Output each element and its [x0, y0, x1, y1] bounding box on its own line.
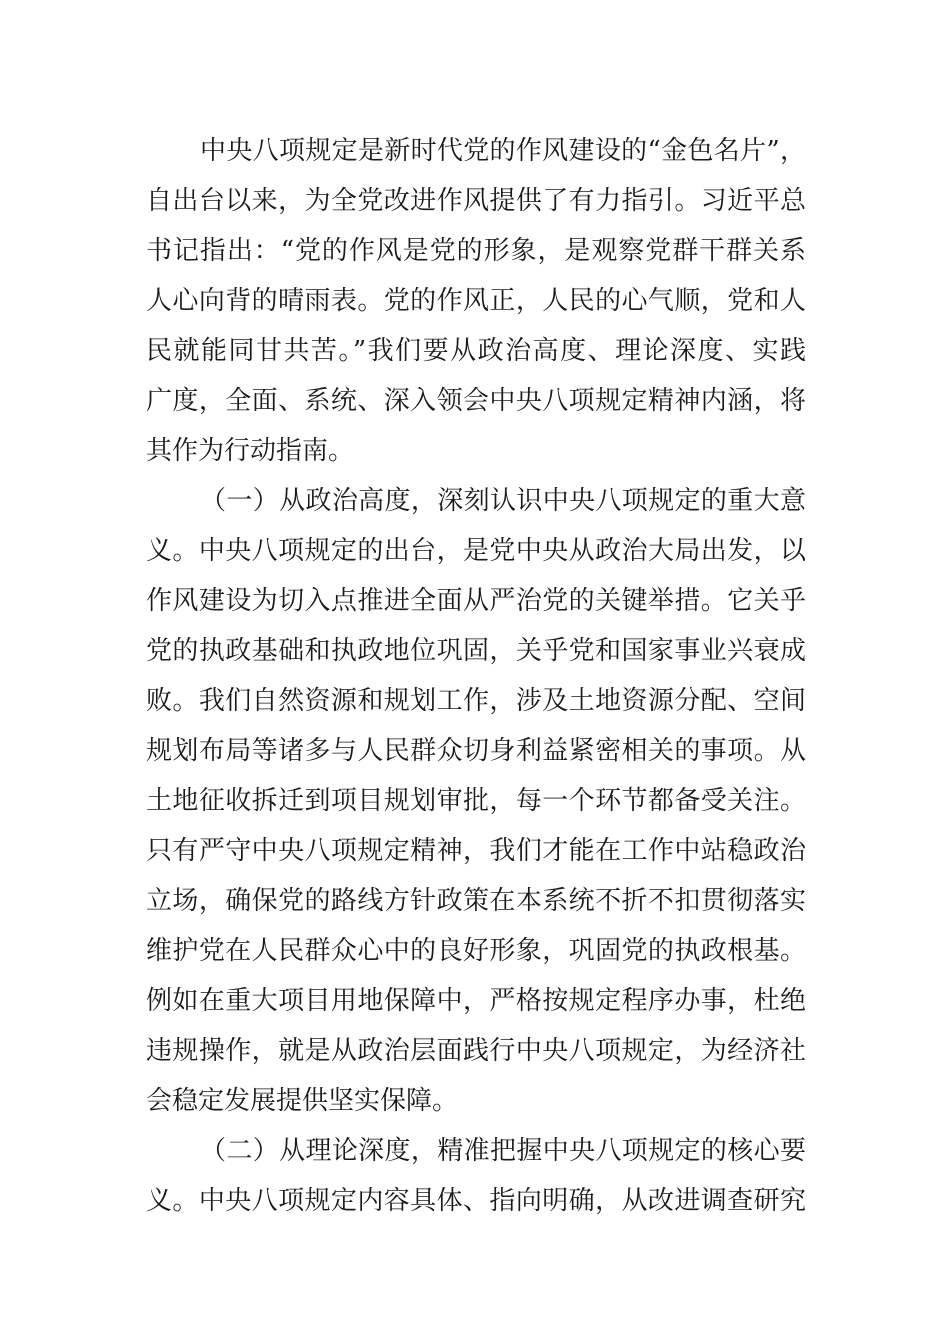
text-line: 立场，确保党的路线方针政策在本系统不折不扣贯彻落实: [146, 886, 806, 916]
text-line: 义。中央八项规定内容具体、指向明确，从改进调查研究: [146, 1186, 806, 1216]
paragraph-section-1: [146, 476, 806, 1126]
text-line: 人心向背的晴雨表。党的作风正，人民的心气顺，党和人: [146, 286, 806, 316]
text-line: （一）从政治高度，深刻认识中央八项规定的重大意: [200, 486, 806, 516]
text-line: 义。中央八项规定的出台，是党中央从政治大局出发，以: [146, 536, 806, 566]
text-line: 例如在重大项目用地保障中，严格按规定程序办事，杜绝: [146, 986, 806, 1016]
text-line: 规划布局等诸多与人民群众切身利益紧密相关的事项。从: [146, 736, 806, 766]
text-line: （二）从理论深度，精准把握中央八项规定的核心要: [200, 1136, 806, 1166]
text-line: 作风建设为切入点推进全面从严治党的关键举措。它关乎: [146, 586, 806, 616]
text-line: 书记指出：“党的作风是党的形象，是观察党群干群关系: [146, 236, 806, 266]
paragraph-intro: [146, 126, 806, 476]
text-line: 会稳定发展提供坚实保障。: [146, 1086, 459, 1116]
text-line: 自出台以来，为全党改进作风提供了有力指引。习近平总: [146, 186, 806, 216]
document-body: [146, 126, 806, 1226]
text-line: 广度，全面、系统、深入领会中央八项规定精神内涵，将: [146, 386, 806, 416]
text-line: 其作为行动指南。: [146, 436, 355, 466]
text-line: 党的执政基础和执政地位巩固，关乎党和国家事业兴衰成: [146, 636, 806, 666]
text-line: 维护党在人民群众心中的良好形象，巩固党的执政根基。: [146, 936, 806, 966]
text-line: 中央八项规定是新时代党的作风建设的“金色名片”，: [200, 136, 806, 166]
text-line: 败。我们自然资源和规划工作，涉及土地资源分配、空间: [146, 686, 806, 716]
text-line: 土地征收拆迁到项目规划审批，每一个环节都备受关注。: [146, 786, 806, 816]
text-line: 违规操作，就是从政治层面践行中央八项规定，为经济社: [146, 1036, 806, 1066]
paragraph-section-2: [146, 1126, 806, 1226]
text-line: 民就能同甘共苦。”我们要从政治高度、理论深度、实践: [146, 336, 806, 366]
text-line: 只有严守中央八项规定精神，我们才能在工作中站稳政治: [146, 836, 806, 866]
